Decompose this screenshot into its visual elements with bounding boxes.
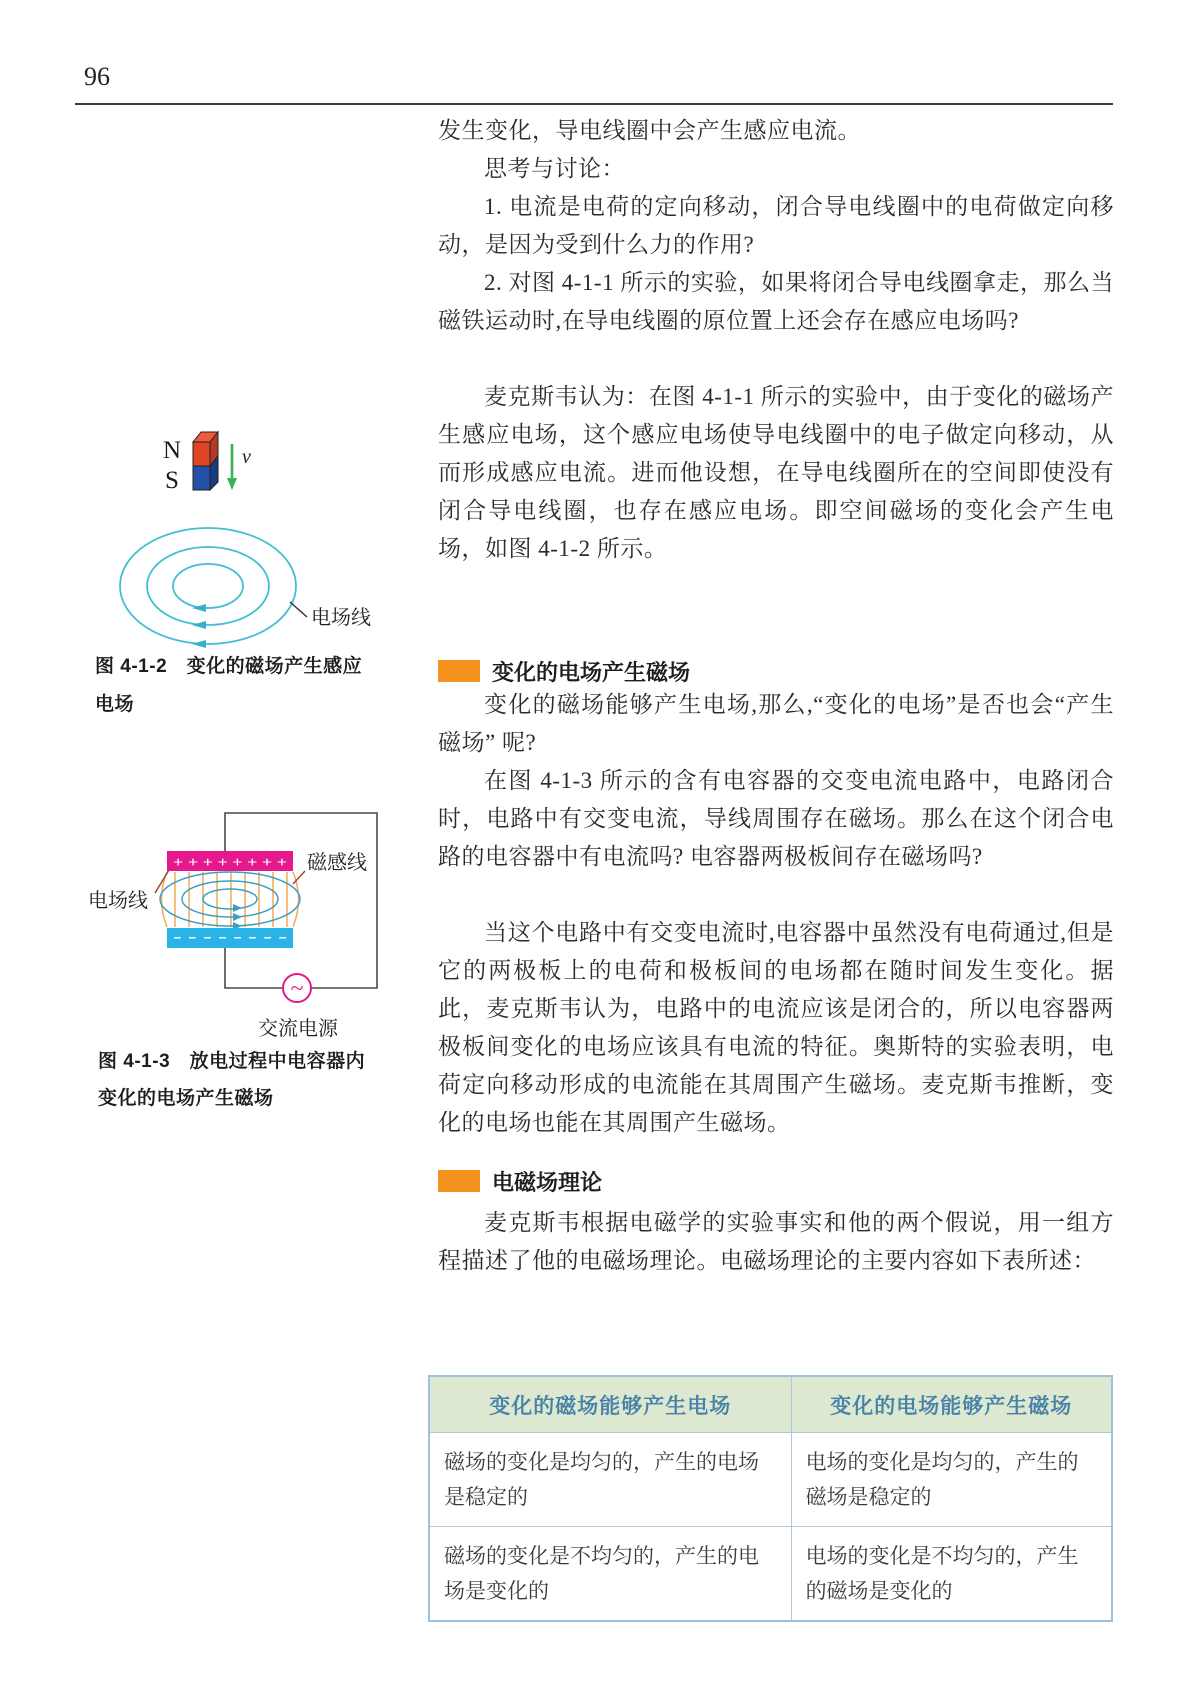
table-row: [429, 1433, 1112, 1527]
section1-paragraph-1: 变化的磁场能够产生电场,那么,“变化的电场”是否也会“产生磁场” 呢?: [438, 692, 1114, 755]
section-heading-2: [438, 1168, 602, 1194]
header-rule: [75, 103, 1113, 105]
figure-4-1-2-caption: [95, 648, 395, 724]
e-field-label: 电场线: [88, 890, 148, 912]
caption-line-2: 变化的电场产生磁场: [98, 1088, 274, 1109]
e-field-line-label: 电场线: [311, 607, 371, 629]
section-marker-icon: [438, 1170, 480, 1192]
table-cell: 磁场的变化是不均匀的，产生的电场是变化的: [429, 1527, 791, 1622]
table-header-row: [429, 1376, 1112, 1433]
page-number: 96: [84, 62, 110, 91]
plus-charges: + + + + + + + +: [173, 855, 287, 871]
magnet-pole-n-label: N: [162, 437, 182, 464]
minus-charges: - - - - - - - -: [173, 927, 288, 946]
velocity-arrow-icon: [227, 444, 251, 490]
ac-tilde: ~: [290, 976, 304, 1002]
paragraph-maxwell: 麦克斯韦认为：在图 4-1-1 所示的实验中，由于变化的磁场产生感应电场，这个感应电场使导电线圈中的电子做定向移动，从而形成感应电流。进而他设想，在导电线圈所在的空间即使没有闭合导电线圈，也存在感应电场。即空间磁场的变化会产生电场，如图 4-1-2 所示。: [438, 384, 1114, 561]
caption-line-2: 电场: [95, 694, 135, 715]
circuit-wire: [225, 813, 377, 988]
table-cell: 电场的变化是均匀的，产生的磁场是稳定的: [791, 1433, 1112, 1527]
table-header-right: 变化的电场能够产生磁场: [791, 1376, 1112, 1433]
ac-source-label: 交流电源: [258, 1018, 338, 1040]
magnet-pole-s-label: S: [165, 467, 179, 494]
electric-field-loops: [120, 528, 296, 644]
velocity-label: v: [242, 446, 251, 468]
section-marker-icon: [438, 660, 480, 682]
section1-paragraph-3: 当这个电路中有交变电流时,电容器中虽然没有电荷通过,但是它的两极板上的电荷和极板间的电场都在随时间发生变化。据此，麦克斯韦认为，电路中的电流应该是闭合的，所以电容器两极板间变化的电场应该具有电流的特征。奥斯特的实验表明，电荷定向移动形成的电流能在其周围产生磁场。麦克斯韦推断，变化的电场也能在其周围产生磁场。: [438, 920, 1114, 1135]
discussion-item-2: 2. 对图 4-1-1 所示的实验，如果将闭合导电线圈拿走，那么当磁铁运动时,在导电线圈的原位置上还会存在感应电场吗?: [438, 270, 1114, 333]
section-2-title: 电磁场理论: [492, 1169, 603, 1195]
paragraph-intro: 发生变化，导电线圈中会产生感应电流。: [438, 118, 861, 143]
table-header-left: 变化的磁场能够产生电场: [429, 1376, 791, 1433]
caption-line-1: 图 4-1-2 变化的磁场产生感应: [95, 656, 363, 677]
discussion-item-1: 1. 电流是电荷的定向移动，闭合导电线圈中的电荷做定向移动，是因为受到什么力的作用?: [438, 194, 1114, 257]
figure-4-1-3-caption: [98, 1043, 418, 1117]
section2-paragraph-1: 麦克斯韦根据电磁学的实验事实和他的两个假说，用一组方程描述了他的电磁场理论。电磁场理论的主要内容如下表所述：: [438, 1210, 1114, 1273]
table-cell: 磁场的变化是均匀的，产生的电场是稳定的: [429, 1433, 791, 1527]
figure-4-1-3-capacitor-circuit-diagram: [60, 745, 430, 1045]
table-cell: 电场的变化是不均匀的，产生的磁场是变化的: [791, 1527, 1112, 1622]
field-loop-arrowheads: [192, 604, 206, 648]
discussion-title: 思考与讨论：: [484, 156, 625, 181]
section-1-title: 变化的电场产生磁场: [492, 659, 691, 685]
section1-paragraph-2: 在图 4-1-3 所示的含有电容器的交变电流电路中，电路闭合时，电路中有交变电流，导线周围存在磁场。那么在这个闭合电路的电容器中有电流吗? 电容器两极板间存在磁场吗?: [438, 768, 1114, 869]
b-field-loops: [160, 872, 300, 926]
section-heading-1: [438, 658, 690, 684]
table-row: [429, 1527, 1112, 1622]
bar-magnet: [163, 432, 218, 494]
caption-line-1: 图 4-1-3 放电过程中电容器内: [98, 1051, 366, 1072]
electromagnetic-theory-table: [428, 1375, 1113, 1622]
field-line-leader: [290, 602, 307, 617]
b-field-label: 磁感线: [307, 852, 367, 874]
